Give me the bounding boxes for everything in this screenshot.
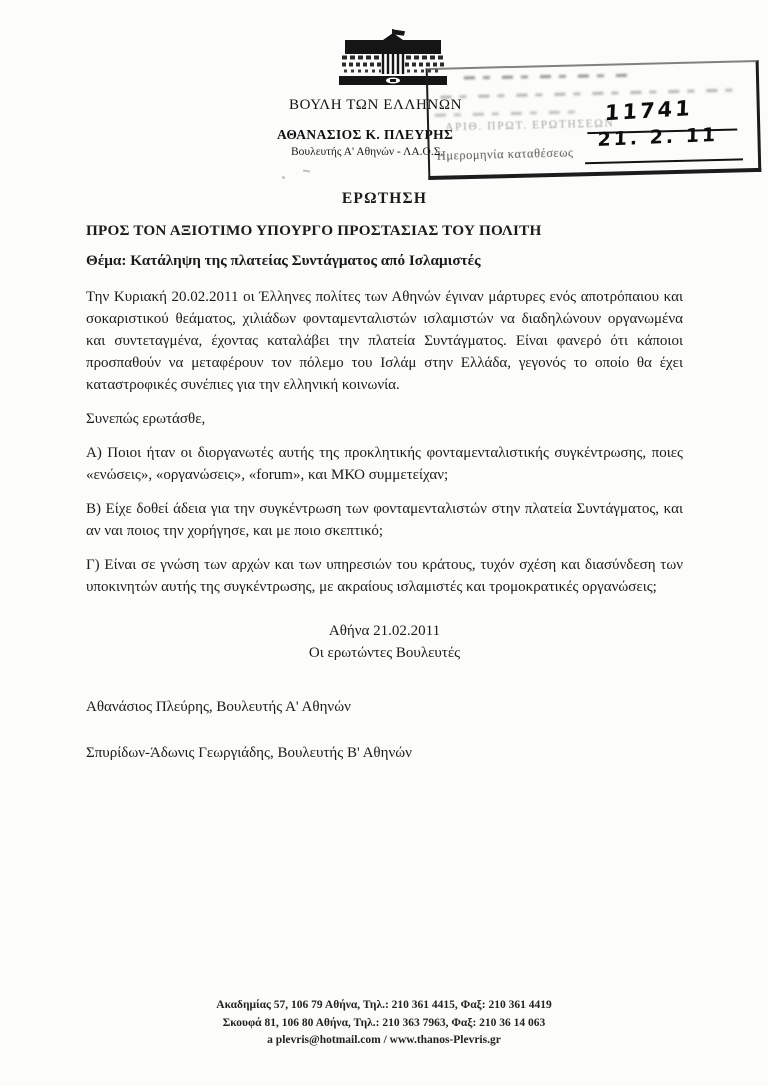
stamp-protocol-number-handwritten: 11741 xyxy=(604,95,694,126)
footer-address-line: Ακαδημίας 57, 106 79 Αθήνα, Τηλ.: 210 361 4415, Φαξ: 210 361 4419 xyxy=(216,999,552,1011)
stamp-faint-scribble xyxy=(464,74,634,80)
mp-title: Βουλευτής Α' Αθηνών - ΛΑ.Ο.Σ. xyxy=(291,146,444,158)
question-a: Α) Ποιοι ήταν οι διοργανωτές αυτής της προκλητικής φονταμενταλιστικής συγκέντρωσης, ποιες «ενώσεις», «οργανώσεις», «forum», και ΜΚΟ συμμετείχαν; xyxy=(86,445,683,483)
intro-paragraph: Την Κυριακή 20.02.2011 οι Έλληνες πολίτες των Αθηνών έγιναν μάρτυρες ενός αποτρόπαιου και σοκαριστικού θεάματος, χιλιάδων φονταμενταλιστών ισλαμιστών να διαδηλώνουν οργανωμένα και συντεταγμένα, έχοντας καταλάβει την πλατεία Συντάγματος. Είναι φανερό ότι κάποιοι προσπαθούν να μεταφέρουν τον πόλεμο του Ισλάμ στην Ελλάδα, γεγονός το οποίο θα έχει καταστροφικές συνέπιες για την ελληνική κοινωνία. xyxy=(86,289,683,393)
org-name: ΒΟΥΛΗ ΤΩΝ ΕΛΛΗΝΩΝ xyxy=(289,97,463,113)
mp-name: ΑΘΑΝΑΣΙΟΣ Κ. ΠΛΕΥΡΗΣ xyxy=(277,127,454,142)
stamp-protocol-label: ΑΡΙΘ. ΠΡΩΤ. ΕΡΩΤΗΣΕΩΝ xyxy=(444,117,615,134)
signature-line: Αθανάσιος Πλεύρης, Βουλευτής Α' Αθηνών xyxy=(86,699,351,715)
registry-stamp xyxy=(426,60,762,180)
ask-line: Συνεπώς ερωτάσθε, xyxy=(86,411,206,427)
closing-place-date: Αθήνα 21.02.2011 xyxy=(328,623,441,639)
footer-contact-line: a plevris@hotmail.com / www.thanos-Plevris.gr xyxy=(267,1034,501,1046)
stamp-faint-scribble xyxy=(435,110,575,116)
subject-line: Θέμα: Κατάληψη της πλατείας Συντάγματος από Ισλαμιστές xyxy=(86,252,481,269)
question-c: Γ) Είναι σε γνώση των αρχών και των υπηρεσιών του κράτους, τυχόν σχέση και διασύνδεση των υποκινητών αυτής της συγκέντρωσης, με ακραίους ισλαμιστές και τρομοκρατικές οργανώσεις; xyxy=(86,557,683,595)
stamp-date-label: Ημερομηνία καταθέσεως xyxy=(436,145,574,163)
stamp-underline xyxy=(585,158,743,164)
question-b: Β) Είχε δοθεί άδεια για την συγκέντρωση των φονταμενταλιστών στην πλατεία Συντάγματος, και αν ναι ποιος την χορήγησε, και με ποιο σκεπτικό; xyxy=(86,501,683,539)
scan-artifact xyxy=(303,170,310,173)
signature-line: Σπυρίδων-Άδωνις Γεωργιάδης, Βουλευτής Β' Αθηνών xyxy=(86,745,412,761)
letterhead-footer xyxy=(0,997,768,1050)
closing-signatories-label: Οι ερωτώντες Βουλευτές xyxy=(308,645,461,661)
footer-address-line: Σκουφά 81, 106 80 Αθήνα, Τηλ.: 210 363 7963, Φαξ: 210 36 14 063 xyxy=(222,1016,546,1029)
document-body xyxy=(86,188,683,764)
stamp-date-handwritten: 21. 2. 11 xyxy=(597,123,719,151)
recipient-line: ΠΡΟΣ ΤΟΝ ΑΞΙΟΤΙΜΟ ΥΠΟΥΡΓΟ ΠΡΟΣΤΑΣΙΑΣ ΤΟΥ ΠΟΛΙΤΗ xyxy=(86,222,542,239)
scan-artifact xyxy=(282,176,285,179)
document-title: ΕΡΩΤΗΣΗ xyxy=(341,190,428,207)
closing-block xyxy=(86,620,683,664)
